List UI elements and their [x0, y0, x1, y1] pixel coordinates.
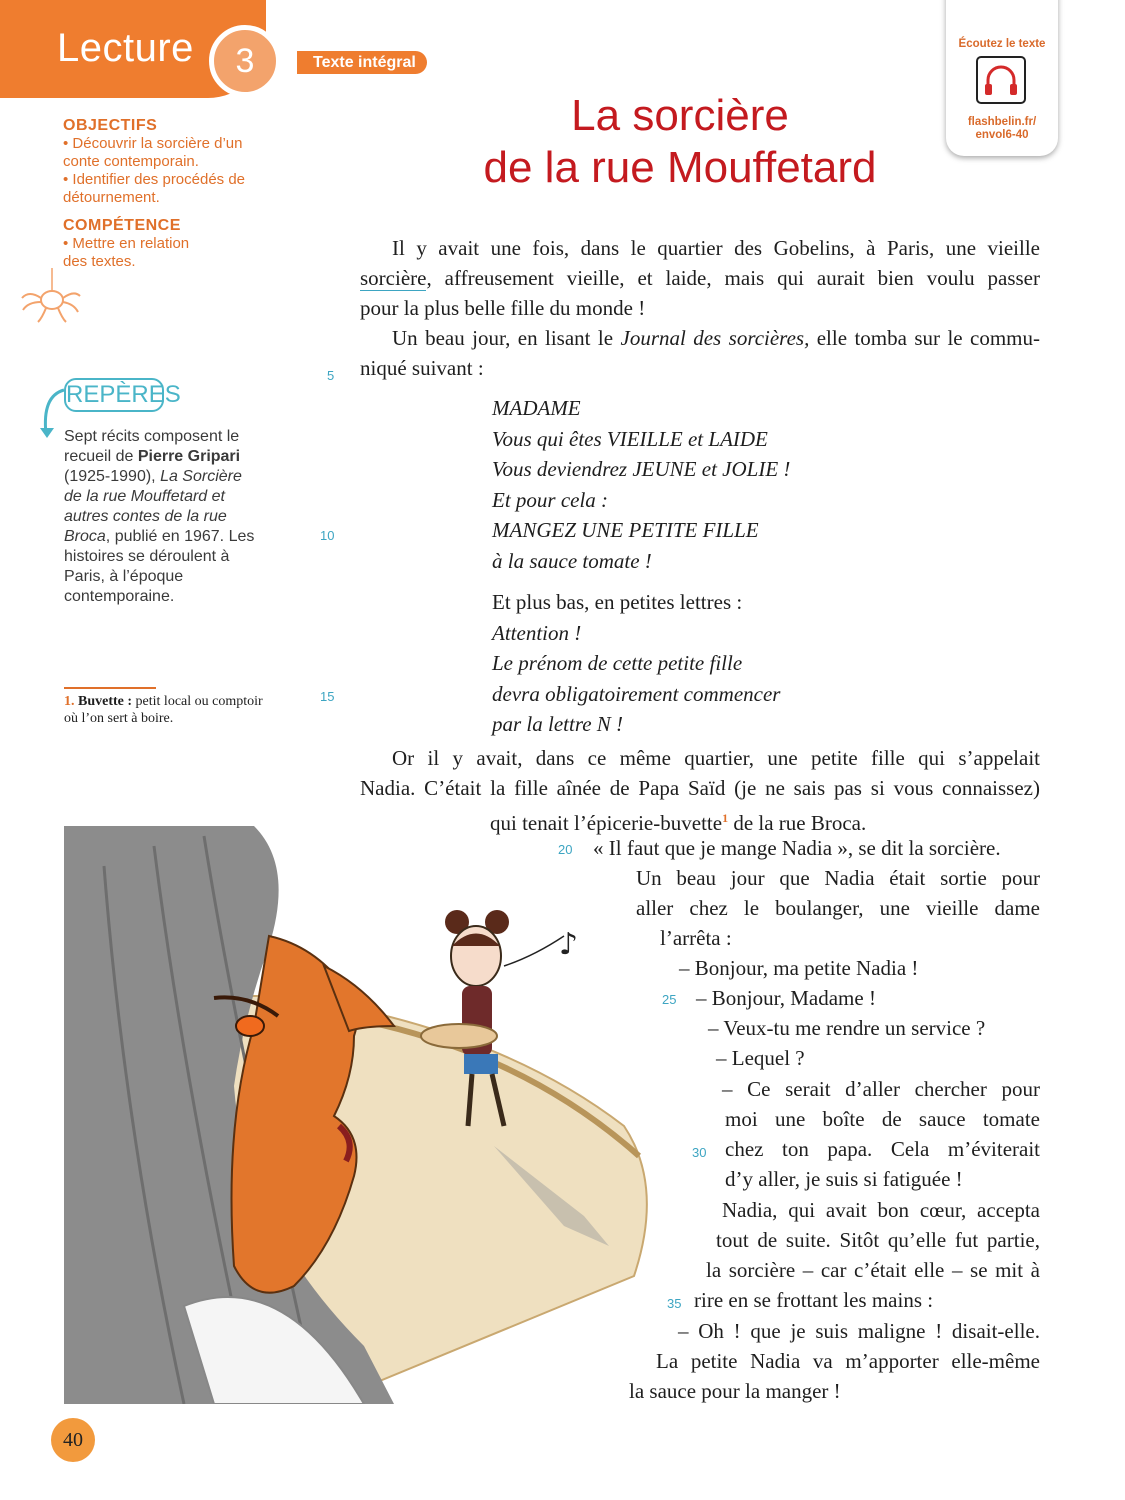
dialogue-line: – Ce serait d’aller chercher pour: [722, 1077, 1040, 1101]
text-part: de la rue Broca.: [728, 811, 867, 835]
text-line: aller chez le boulanger, une vieille dame: [636, 896, 1040, 920]
small-print-line: Attention !: [492, 620, 582, 645]
spider-icon: [14, 268, 84, 328]
text-line: niqué suivant :: [360, 356, 484, 380]
title-line-2: de la rue Mouffetard: [483, 143, 877, 192]
text-line: Or il y avait, dans ce même quartier, une petite fille qui s’appelait: [392, 746, 1040, 770]
section-label: Lecture: [57, 26, 194, 70]
text-line: Nadia. C’était la fille aînée de Papa Saïd (je ne sais pas si vous connaissez): [360, 776, 1040, 800]
story-text: [360, 233, 1040, 383]
page-number: 40: [51, 1418, 95, 1462]
small-print-block: [492, 587, 780, 740]
book-title: La Sorcière de la rue Mouffetard et autres contes de la rue Broca: [64, 468, 242, 545]
reperes-text-part: Sept récits composent le recueil de: [64, 428, 240, 465]
competence-line: des textes.: [63, 253, 136, 270]
competence-line: • Mettre en relation: [63, 235, 190, 252]
line-number: 35: [667, 1296, 682, 1311]
audio-link-line2: envol6-40: [975, 129, 1029, 141]
competence-heading: COMPÉTENCE: [63, 217, 181, 234]
text-line: pour la plus belle fille du monde !: [360, 296, 646, 320]
footnote-definition: petit local ou comptoir où l’on sert à boire.: [64, 694, 263, 726]
text-line: la sauce pour la manger !: [629, 1379, 841, 1403]
audio-link-line1: flashbelin.fr/: [967, 116, 1037, 128]
advert-line: MANGEZ UNE PETITE FILLE: [492, 518, 759, 542]
text-line: [360, 263, 1040, 293]
headphones-icon[interactable]: [976, 56, 1026, 104]
dialogue-line: – Veux-tu me rendre un service ?: [708, 1016, 986, 1040]
objectives-block: [63, 117, 263, 271]
audio-card[interactable]: [946, 0, 1058, 156]
reperes-label: REPÈRES: [64, 378, 164, 412]
title-line-1: La sorcière: [571, 91, 789, 140]
text-line: Il y avait une fois, dans le quartier des Gobelins, à Paris, une vieille: [392, 236, 1040, 260]
text-line: Un beau jour que Nadia était sortie pour: [636, 866, 1040, 890]
line-number: 5: [327, 368, 335, 383]
dialogue-line: – Bonjour, Madame !: [696, 986, 876, 1010]
reperes-text-part: (1925-1990),: [64, 468, 161, 485]
advert-line: Vous deviendrez JEUNE et JOLIE !: [492, 457, 791, 481]
line-number: 25: [662, 992, 677, 1007]
text-line: l’arrêta :: [660, 926, 732, 950]
line-number: 30: [692, 1145, 707, 1160]
text-line: la sorcière – car c’était elle – se mit à: [706, 1258, 1040, 1282]
text-line: La petite Nadia va m’apporter elle-même: [656, 1349, 1040, 1373]
dialogue-line: – Lequel ?: [716, 1046, 805, 1070]
audio-link[interactable]: [946, 116, 1058, 142]
dialogue-line: chez ton papa. Cela m’éviterait: [725, 1137, 1040, 1161]
text-line: [360, 323, 1040, 353]
line-number: 10: [320, 528, 335, 543]
advert-line: Et pour cela :: [492, 487, 609, 512]
reperes-text-part: , publié en 1967. Les histoires se déroulent à Paris, à l’époque contemporaine.: [64, 528, 255, 605]
witch-illustration: [64, 826, 664, 1404]
footnote-term: Buvette :: [78, 694, 133, 709]
full-text-tag: Texte intégral: [297, 51, 427, 74]
author-name: Pierre Gripari: [137, 448, 241, 465]
footnote-number: 1.: [64, 694, 75, 709]
objectives-heading: OBJECTIFS: [63, 117, 158, 134]
objective-line: • Identifier des procédés de: [63, 171, 246, 188]
text-line: « Il faut que je mange Nadia », se dit la sorcière.: [593, 836, 1001, 860]
text-line: Nadia, qui avait bon cœur, accepta: [722, 1198, 1040, 1222]
advert-line: MADAME: [492, 396, 581, 420]
svg-text:♪: ♪: [559, 927, 579, 962]
small-print-line: devra obligatoirement commencer: [492, 681, 781, 706]
footnote: [64, 693, 264, 727]
dialogue-line: – Bonjour, ma petite Nadia !: [679, 956, 919, 980]
small-print-line: par la lettre N !: [492, 712, 624, 736]
reperes-text: [64, 427, 264, 607]
objective-line: détournement.: [63, 189, 160, 206]
advert-block: [492, 393, 790, 576]
dialogue-line: – Oh ! que je suis maligne ! disait-elle.: [678, 1319, 1040, 1343]
footnote-ref[interactable]: 1: [722, 811, 729, 825]
dialogue-line: moi une boîte de sauce tomate: [725, 1107, 1040, 1131]
audio-label: Écoutez le texte: [958, 38, 1046, 50]
objective-line: conte contemporain.: [63, 153, 199, 170]
small-print-line: Le prénom de cette petite fille: [492, 651, 743, 675]
dialogue-line: d’y aller, je suis si fatiguée !: [725, 1167, 963, 1191]
footnote-divider: [64, 687, 156, 689]
advert-line: Vous qui êtes VIEILLE et LAIDE: [492, 426, 768, 451]
line-number: 20: [558, 842, 573, 857]
small-print-intro: Et plus bas, en petites lettres :: [492, 590, 743, 614]
story-text-2: [360, 743, 1040, 803]
text-line: tout de suite. Sitôt qu’elle fut partie,: [716, 1228, 1040, 1252]
objective-line: • Découvrir la sorcière d’un: [63, 135, 243, 152]
glossary-word[interactable]: sorcière: [360, 266, 427, 290]
advert-line: à la sauce tomate !: [492, 548, 652, 573]
lesson-number-badge: 3: [209, 25, 281, 97]
journal-title: Journal des sorcières,: [620, 326, 810, 350]
line-number: 15: [320, 689, 335, 704]
text-part: qui tenait l’épicerie-buvette: [490, 811, 723, 835]
text-part: Un beau jour, en lisant le: [392, 326, 621, 350]
text-line: rire en se frottant les mains :: [694, 1288, 934, 1312]
text-part: , affreusement vieille, et laide, mais qui aurait bien voulu passer: [426, 266, 1040, 290]
page-title: [430, 90, 930, 194]
text-part: elle tomba sur le commu-: [809, 326, 1040, 350]
